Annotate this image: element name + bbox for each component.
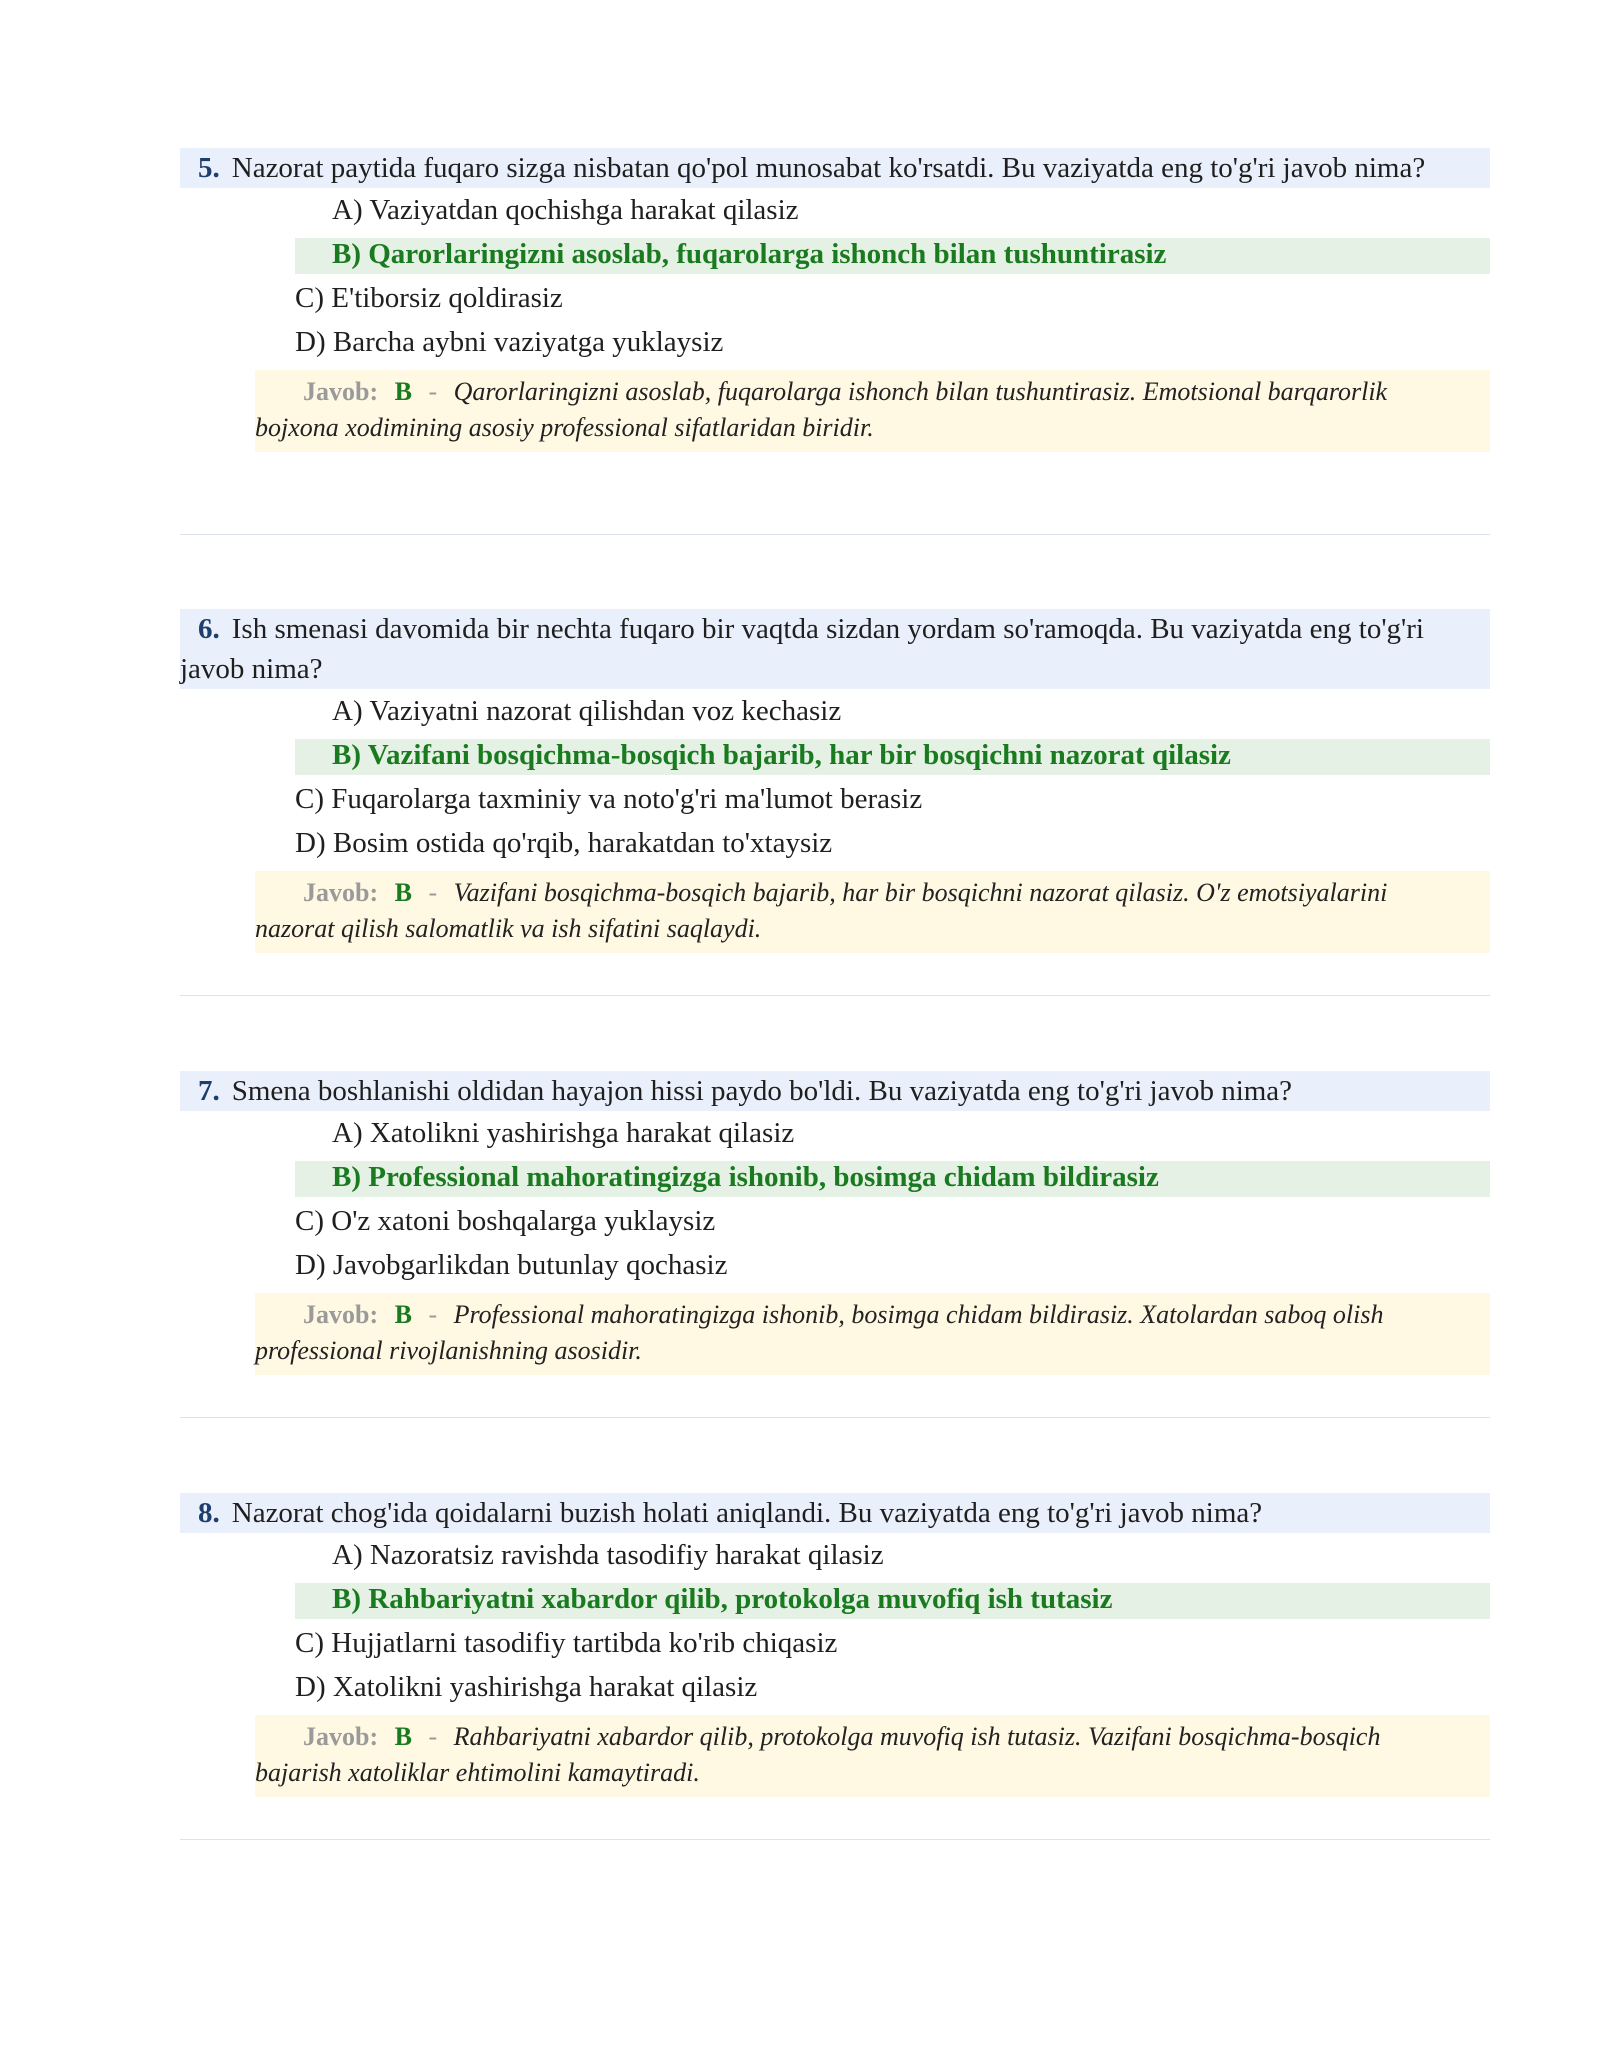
question-text: Ish smenasi davomida bir nechta fuqaro bir vaqtda sizdan yordam so'ramoqda. Bu vaziyatda eng to'g'ri javob nima? (180, 613, 1424, 685)
question-number: 6. (198, 613, 220, 645)
answer-letter: B (394, 377, 412, 406)
answer-dash: - (428, 377, 438, 406)
section-divider (180, 1417, 1490, 1418)
option-c: C) E'tiborsiz qoldirasiz (295, 282, 563, 314)
option-b-correct: B) Qarorlaringizni asoslab, fuqarolarga ishonch bilan tushuntirasiz (295, 238, 1490, 274)
answer-label: Javob: (303, 1300, 379, 1329)
option-a: A) Vaziyatdan qochishga harakat qilasiz (332, 194, 799, 226)
question-number: 8. (198, 1497, 220, 1529)
option-c: C) Hujjatlarni tasodifiy tartibda ko'rib chiqasiz (295, 1627, 838, 1659)
option-d: D) Javobgarlikdan butunlay qochasiz (295, 1249, 728, 1281)
question-header (180, 1071, 1490, 1111)
question-text: Smena boshlanishi oldidan hayajon hissi paydo bo'ldi. Bu vaziyatda eng to'g'ri javob nima? (231, 1075, 1293, 1107)
answer-box (255, 1715, 1490, 1797)
option-c: C) Fuqarolarga taxminiy va noto'g'ri ma'lumot berasiz (295, 783, 923, 815)
answer-letter: B (394, 878, 412, 907)
option-a: A) Vaziyatni nazorat qilishdan voz kechasiz (332, 695, 842, 727)
section-divider (180, 1839, 1490, 1840)
question-text: Nazorat paytida fuqaro sizga nisbatan qo'pol munosabat ko'rsatdi. Bu vaziyatda eng to'g'ri javob nima? (231, 152, 1426, 184)
option-b-correct: B) Rahbariyatni xabardor qilib, protokolga muvofiq ish tutasiz (295, 1583, 1490, 1619)
option-b-correct: B) Vazifani bosqichma-bosqich bajarib, har bir bosqichni nazorat qilasiz (295, 739, 1490, 775)
answer-box (255, 1293, 1490, 1375)
answer-box (255, 871, 1490, 953)
answer-explanation: Qarorlaringizni asoslab, fuqarolarga ishonch bilan tushuntirasiz. Emotsional barqarorlik bojxona xodimining asosiy professional sifatlaridan biridir. (255, 377, 1388, 442)
question-8 (180, 1493, 1490, 1797)
answer-explanation: Professional mahoratingizga ishonib, bosimga chidam bildirasiz. Xatolardan saboq olish professional rivojlanishning asosidir. (255, 1300, 1384, 1365)
question-header (180, 148, 1490, 188)
answer-label: Javob: (303, 1722, 379, 1751)
answer-letter: B (394, 1722, 412, 1751)
answer-dash: - (428, 1300, 438, 1329)
answer-label: Javob: (303, 377, 379, 406)
answer-dash: - (428, 1722, 438, 1751)
option-d: D) Xatolikni yashirishga harakat qilasiz (295, 1671, 758, 1703)
option-a: A) Nazoratsiz ravishda tasodifiy harakat qilasiz (332, 1539, 884, 1571)
question-number: 7. (198, 1075, 220, 1107)
answer-explanation: Vazifani bosqichma-bosqich bajarib, har bir bosqichni nazorat qilasiz. O'z emotsiyalarini nazorat qilish salomatlik va ish sifatini saqlaydi. (255, 878, 1388, 943)
answer-box (255, 370, 1490, 452)
question-header (180, 1493, 1490, 1533)
option-b-correct: B) Professional mahoratingizga ishonib, bosimga chidam bildirasiz (295, 1161, 1490, 1197)
question-5 (180, 148, 1490, 452)
answer-explanation: Rahbariyatni xabardor qilib, protokolga muvofiq ish tutasiz. Vazifani bosqichma-bosqich bajarish xatoliklar ehtimolini kamaytiradi. (255, 1722, 1381, 1787)
answer-dash: - (428, 878, 438, 907)
section-divider (180, 534, 1490, 535)
question-6 (180, 609, 1490, 953)
question-7 (180, 1071, 1490, 1375)
answer-letter: B (394, 1300, 412, 1329)
option-c: C) O'z xatoni boshqalarga yuklaysiz (295, 1205, 716, 1237)
answer-label: Javob: (303, 878, 379, 907)
option-d: D) Bosim ostida qo'rqib, harakatdan to'xtaysiz (295, 827, 833, 859)
question-text: Nazorat chog'ida qoidalarni buzish holati aniqlandi. Bu vaziyatda eng to'g'ri javob nima? (231, 1497, 1263, 1529)
section-divider (180, 995, 1490, 996)
option-d: D) Barcha aybni vaziyatga yuklaysiz (295, 326, 724, 358)
option-a: A) Xatolikni yashirishga harakat qilasiz (332, 1117, 795, 1149)
question-header (180, 609, 1490, 689)
question-number: 5. (198, 152, 220, 184)
